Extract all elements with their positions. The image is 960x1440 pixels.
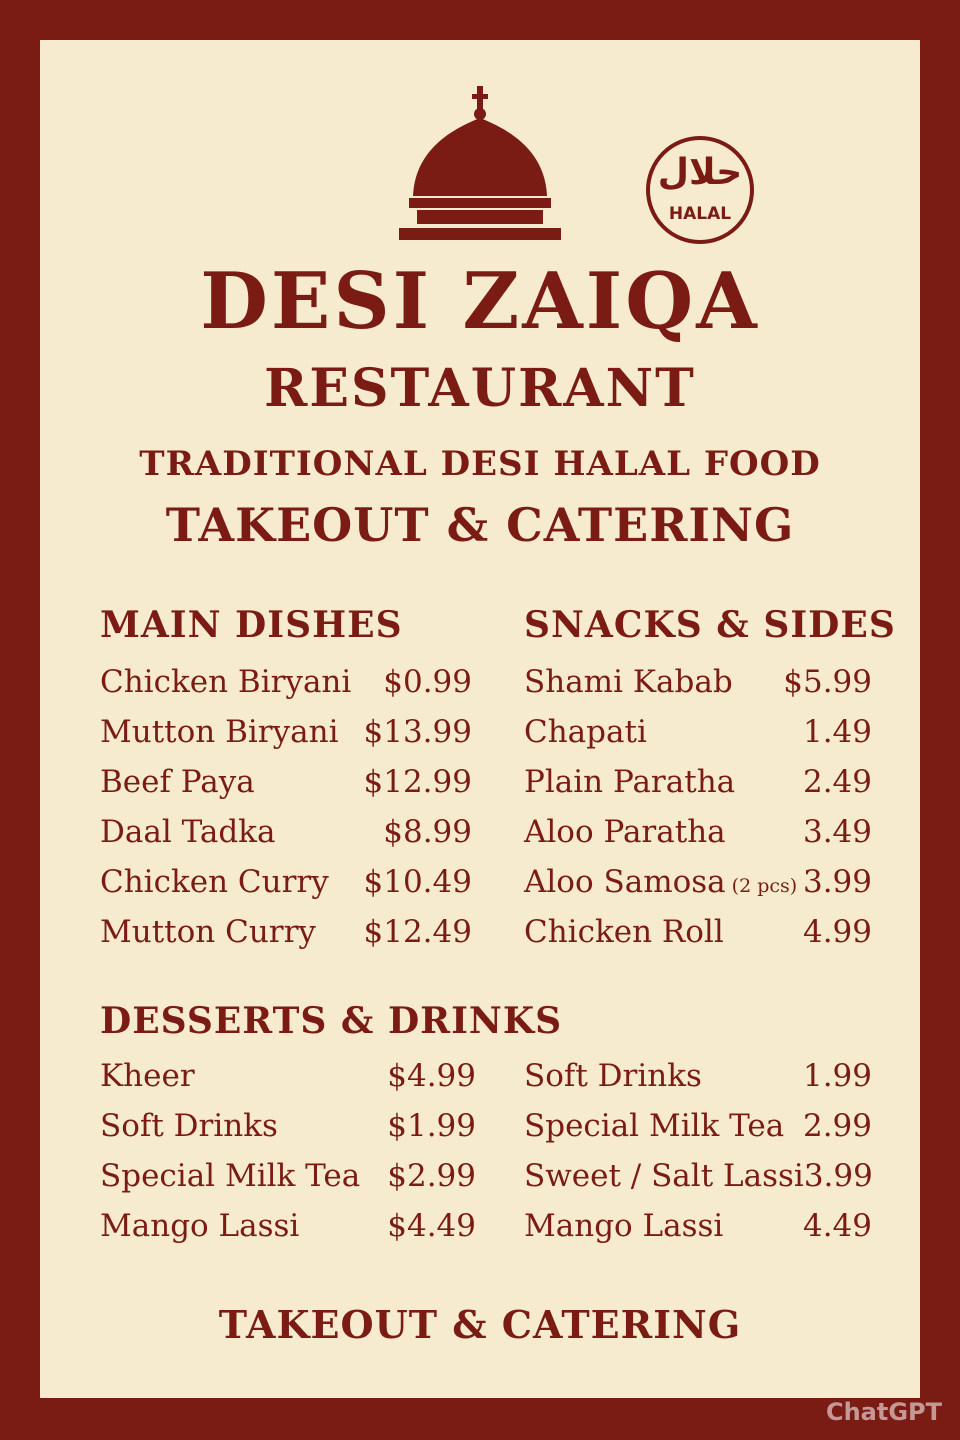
snacks-sides-list bbox=[524, 664, 872, 964]
main-dishes-heading: MAIN DISHES bbox=[100, 604, 403, 646]
menu-item bbox=[100, 814, 472, 864]
item-name: Chapati bbox=[524, 714, 647, 750]
item-name: Chicken Curry bbox=[100, 864, 329, 900]
item-name: Chicken Roll bbox=[524, 914, 724, 950]
item-name: Aloo Paratha bbox=[524, 814, 726, 850]
service-heading: TAKEOUT & CATERING bbox=[165, 498, 795, 552]
item-name: Sweet / Salt Lassi bbox=[524, 1158, 804, 1194]
item-price: $12.99 bbox=[363, 764, 472, 800]
menu-item bbox=[524, 914, 872, 964]
menu-item bbox=[524, 1158, 872, 1208]
menu-item bbox=[524, 1208, 872, 1258]
item-price: $13.99 bbox=[363, 714, 472, 750]
item-price: $4.99 bbox=[387, 1058, 476, 1094]
item-name: Chicken Biryani bbox=[100, 664, 352, 700]
item-name: Plain Paratha bbox=[524, 764, 736, 800]
item-price: 4.49 bbox=[802, 1208, 872, 1244]
menu-item bbox=[100, 864, 472, 914]
menu-item bbox=[100, 714, 472, 764]
item-name: Special Milk Tea bbox=[100, 1158, 361, 1194]
item-price: $1.99 bbox=[387, 1108, 476, 1144]
item-price: 2.49 bbox=[802, 764, 872, 800]
item-price: $2.99 bbox=[387, 1158, 476, 1194]
item-name: Mutton Curry bbox=[100, 914, 316, 950]
halal-arabic-text: حلال bbox=[657, 152, 743, 193]
desserts-list-left bbox=[100, 1058, 476, 1258]
item-price: $12.49 bbox=[363, 914, 472, 950]
item-name: Shami Kabab bbox=[524, 664, 733, 700]
item-name: Daal Tadka bbox=[100, 814, 276, 850]
item-name: Beef Paya bbox=[100, 764, 255, 800]
item-name: Kheer bbox=[100, 1058, 195, 1094]
menu-item bbox=[524, 764, 872, 814]
menu-item bbox=[100, 1208, 476, 1258]
menu-item bbox=[524, 1108, 872, 1158]
menu-item bbox=[524, 814, 872, 864]
halal-label: HALAL bbox=[668, 204, 732, 224]
menu-item bbox=[524, 864, 872, 914]
item-name: Soft Drinks bbox=[524, 1058, 702, 1094]
restaurant-subtitle: RESTAURANT bbox=[264, 358, 696, 419]
menu-item bbox=[524, 664, 872, 714]
item-note: (2 pcs) bbox=[731, 875, 798, 897]
item-price: $5.99 bbox=[783, 664, 872, 700]
item-name-text: Aloo Samosa bbox=[524, 864, 726, 900]
item-price: 3.49 bbox=[802, 814, 872, 850]
item-price: 1.49 bbox=[802, 714, 872, 750]
restaurant-name: DESI ZAIQA bbox=[200, 256, 760, 347]
menu-item bbox=[100, 1158, 476, 1208]
item-price: $8.99 bbox=[383, 814, 472, 850]
menu-item bbox=[100, 764, 472, 814]
item-name bbox=[524, 864, 797, 900]
item-price: 2.99 bbox=[802, 1108, 872, 1144]
menu-item bbox=[100, 664, 472, 714]
snacks-sides-heading: SNACKS & SIDES bbox=[524, 604, 896, 646]
tagline: TRADITIONAL DESI HALAL FOOD bbox=[139, 444, 821, 484]
menu-item bbox=[100, 1108, 476, 1158]
main-dishes-list bbox=[100, 664, 472, 964]
item-price: $10.49 bbox=[363, 864, 472, 900]
item-name: Special Milk Tea bbox=[524, 1108, 785, 1144]
item-price: 3.99 bbox=[802, 864, 872, 900]
watermark: ChatGPT bbox=[825, 1398, 942, 1426]
item-name: Mango Lassi bbox=[524, 1208, 724, 1244]
halal-badge bbox=[644, 134, 756, 246]
item-price: $0.99 bbox=[383, 664, 472, 700]
menu-item bbox=[100, 1058, 476, 1108]
item-price: 4.99 bbox=[802, 914, 872, 950]
desserts-list-right bbox=[524, 1058, 872, 1258]
item-name: Mango Lassi bbox=[100, 1208, 300, 1244]
menu-item bbox=[524, 1058, 872, 1108]
item-price: 1.99 bbox=[802, 1058, 872, 1094]
item-price: 3.99 bbox=[803, 1158, 873, 1194]
mosque-dome-icon bbox=[395, 84, 565, 244]
menu-item bbox=[524, 714, 872, 764]
desserts-drinks-heading: DESSERTS & DRINKS bbox=[100, 1000, 563, 1042]
item-price: $4.49 bbox=[387, 1208, 476, 1244]
footer-service-text: TAKEOUT & CATERING bbox=[218, 1302, 742, 1347]
item-name: Mutton Biryani bbox=[100, 714, 339, 750]
menu-item bbox=[100, 914, 472, 964]
item-name: Soft Drinks bbox=[100, 1108, 278, 1144]
